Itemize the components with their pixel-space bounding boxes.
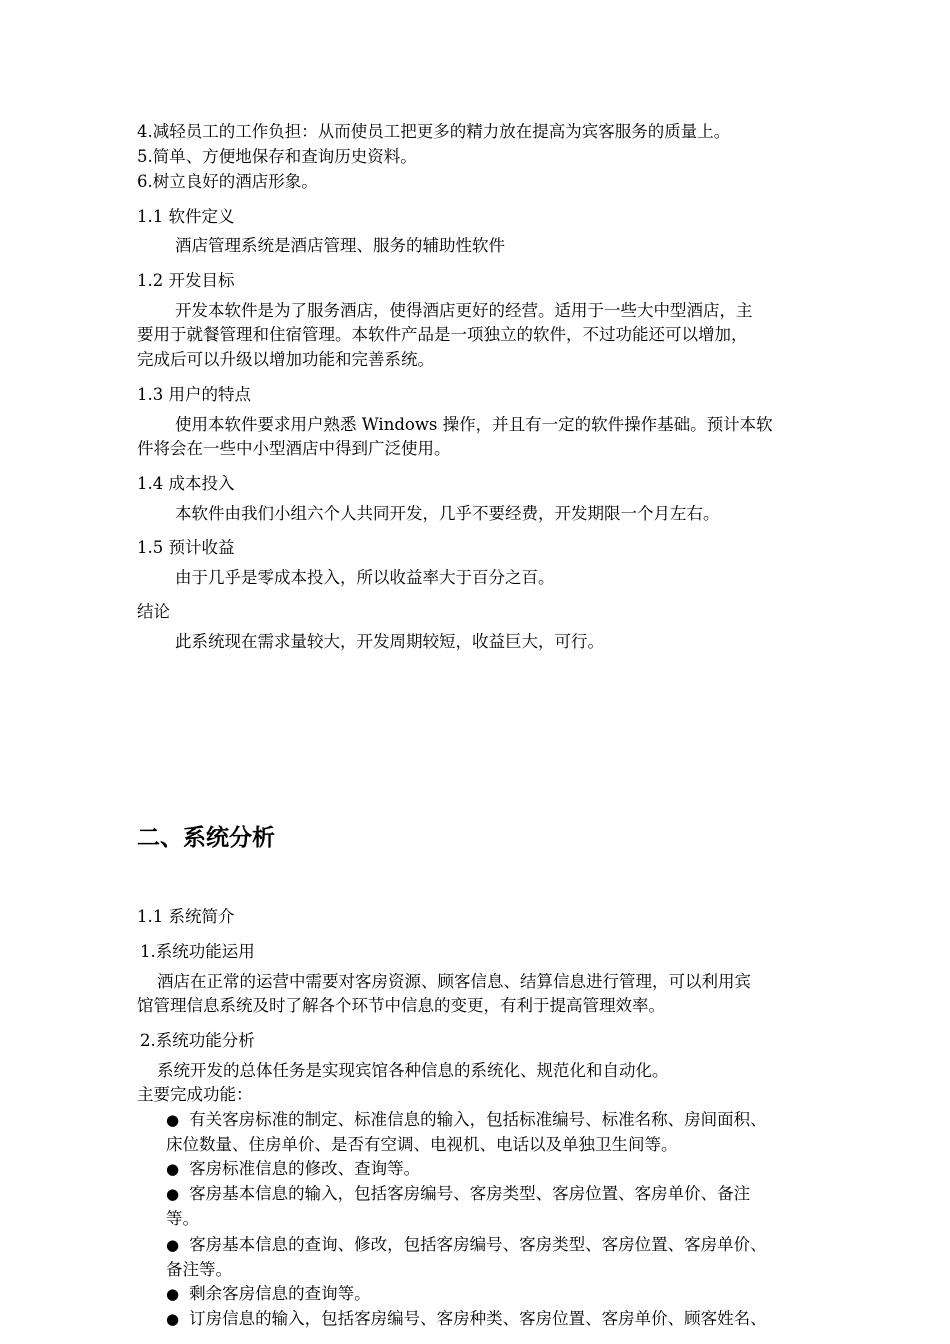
bullet-text: 订房信息的输入，包括客房编号、客房种类、客房位置、客房单价、顾客姓名、: [189, 1309, 767, 1328]
bullet-text: 客房标准信息的修改、查询等。: [189, 1159, 421, 1178]
paragraph-line: 使用本软件要求用户熟悉 Windows 操作，并且有一定的软件操作基础。预计本软: [175, 415, 773, 434]
section-heading: 1.5 预计收益: [137, 538, 235, 557]
section-heading: 1.1 系统简介: [137, 907, 235, 926]
paragraph-line: 酒店在正常的运营中需要对客房资源、顾客信息、结算信息进行管理，可以利用宾: [157, 972, 751, 991]
bullet-icon: ●: [166, 1111, 180, 1129]
chapter-title: 二、系统分析: [137, 825, 275, 851]
section-heading: 1.1 软件定义: [137, 207, 235, 226]
bullet-icon: ●: [166, 1236, 180, 1254]
paragraph: 此系统现在需求量较大，开发周期较短，收益巨大，可行。: [175, 632, 604, 651]
bullet-text: 剩余客房信息的查询等。: [189, 1284, 371, 1303]
bullet-icon: ●: [166, 1285, 180, 1303]
paragraph-label: 主要完成功能：: [137, 1085, 253, 1104]
paragraph-line: 完成后可以升级以增加功能和完善系统。: [137, 350, 434, 369]
paragraph: 本软件由我们小组六个人共同开发，几乎不要经费，开发期限一个月左右。: [175, 504, 720, 523]
bullet-icon: ●: [166, 1185, 180, 1203]
list-item: 6.树立良好的酒店形象。: [137, 172, 318, 191]
bullet-text: 有关客房标准的制定、标准信息的输入，包括标准编号、标准名称、房间面积、: [189, 1110, 767, 1129]
bullet-item: [166, 1157, 906, 1181]
paragraph-line: 件将会在一些中小型酒店中得到广泛使用。: [137, 439, 451, 458]
subsection-heading: 1.系统功能运用: [140, 942, 255, 961]
bullet-continuation: 等。: [166, 1209, 199, 1228]
bullet-item: [166, 1282, 906, 1306]
paragraph: 酒店管理系统是酒店管理、服务的辅助性软件: [175, 236, 505, 255]
bullet-item: [166, 1108, 906, 1132]
paragraph: 由于几乎是零成本投入，所以收益率大于百分之百。: [175, 568, 555, 587]
bullet-item: [166, 1182, 906, 1206]
bullet-text: 客房基本信息的输入，包括客房编号、客房类型、客房位置、客房单价、备注: [189, 1184, 751, 1203]
section-heading: 1.3 用户的特点: [137, 385, 251, 404]
section-heading: 1.4 成本投入: [137, 474, 235, 493]
paragraph-line: 开发本软件是为了服务酒店，使得酒店更好的经营。适用于一些大中型酒店，主: [175, 301, 753, 320]
bullet-icon: ●: [166, 1310, 180, 1328]
bullet-continuation: 床位数量、住房单价、是否有空调、电视机、电话以及单独卫生间等。: [166, 1135, 678, 1154]
paragraph-line: 馆管理信息系统及时了解各个环节中信息的变更，有利于提高管理效率。: [137, 996, 665, 1015]
bullet-item: [166, 1233, 906, 1257]
bullet-icon: ●: [166, 1160, 180, 1178]
bullet-item: [166, 1307, 906, 1331]
paragraph: 系统开发的总体任务是实现宾馆各种信息的系统化、规范化和自动化。: [157, 1061, 669, 1080]
paragraph-line: 要用于就餐管理和住宿管理。本软件产品是一项独立的软件，不过功能还可以增加，: [137, 325, 748, 344]
subsection-heading: 2.系统功能分析: [140, 1031, 255, 1050]
section-heading: 1.2 开发目标: [137, 271, 235, 290]
list-item: 4.减轻员工的工作负担：从而使员工把更多的精力放在提高为宾客服务的质量上。: [137, 122, 731, 141]
bullet-continuation: 备注等。: [166, 1260, 232, 1279]
section-heading: 结论: [137, 602, 170, 621]
list-item: 5.简单、方便地保存和查询历史资料。: [137, 147, 417, 166]
bullet-text: 客房基本信息的查询、修改，包括客房编号、客房类型、客房位置、客房单价、: [189, 1235, 767, 1254]
